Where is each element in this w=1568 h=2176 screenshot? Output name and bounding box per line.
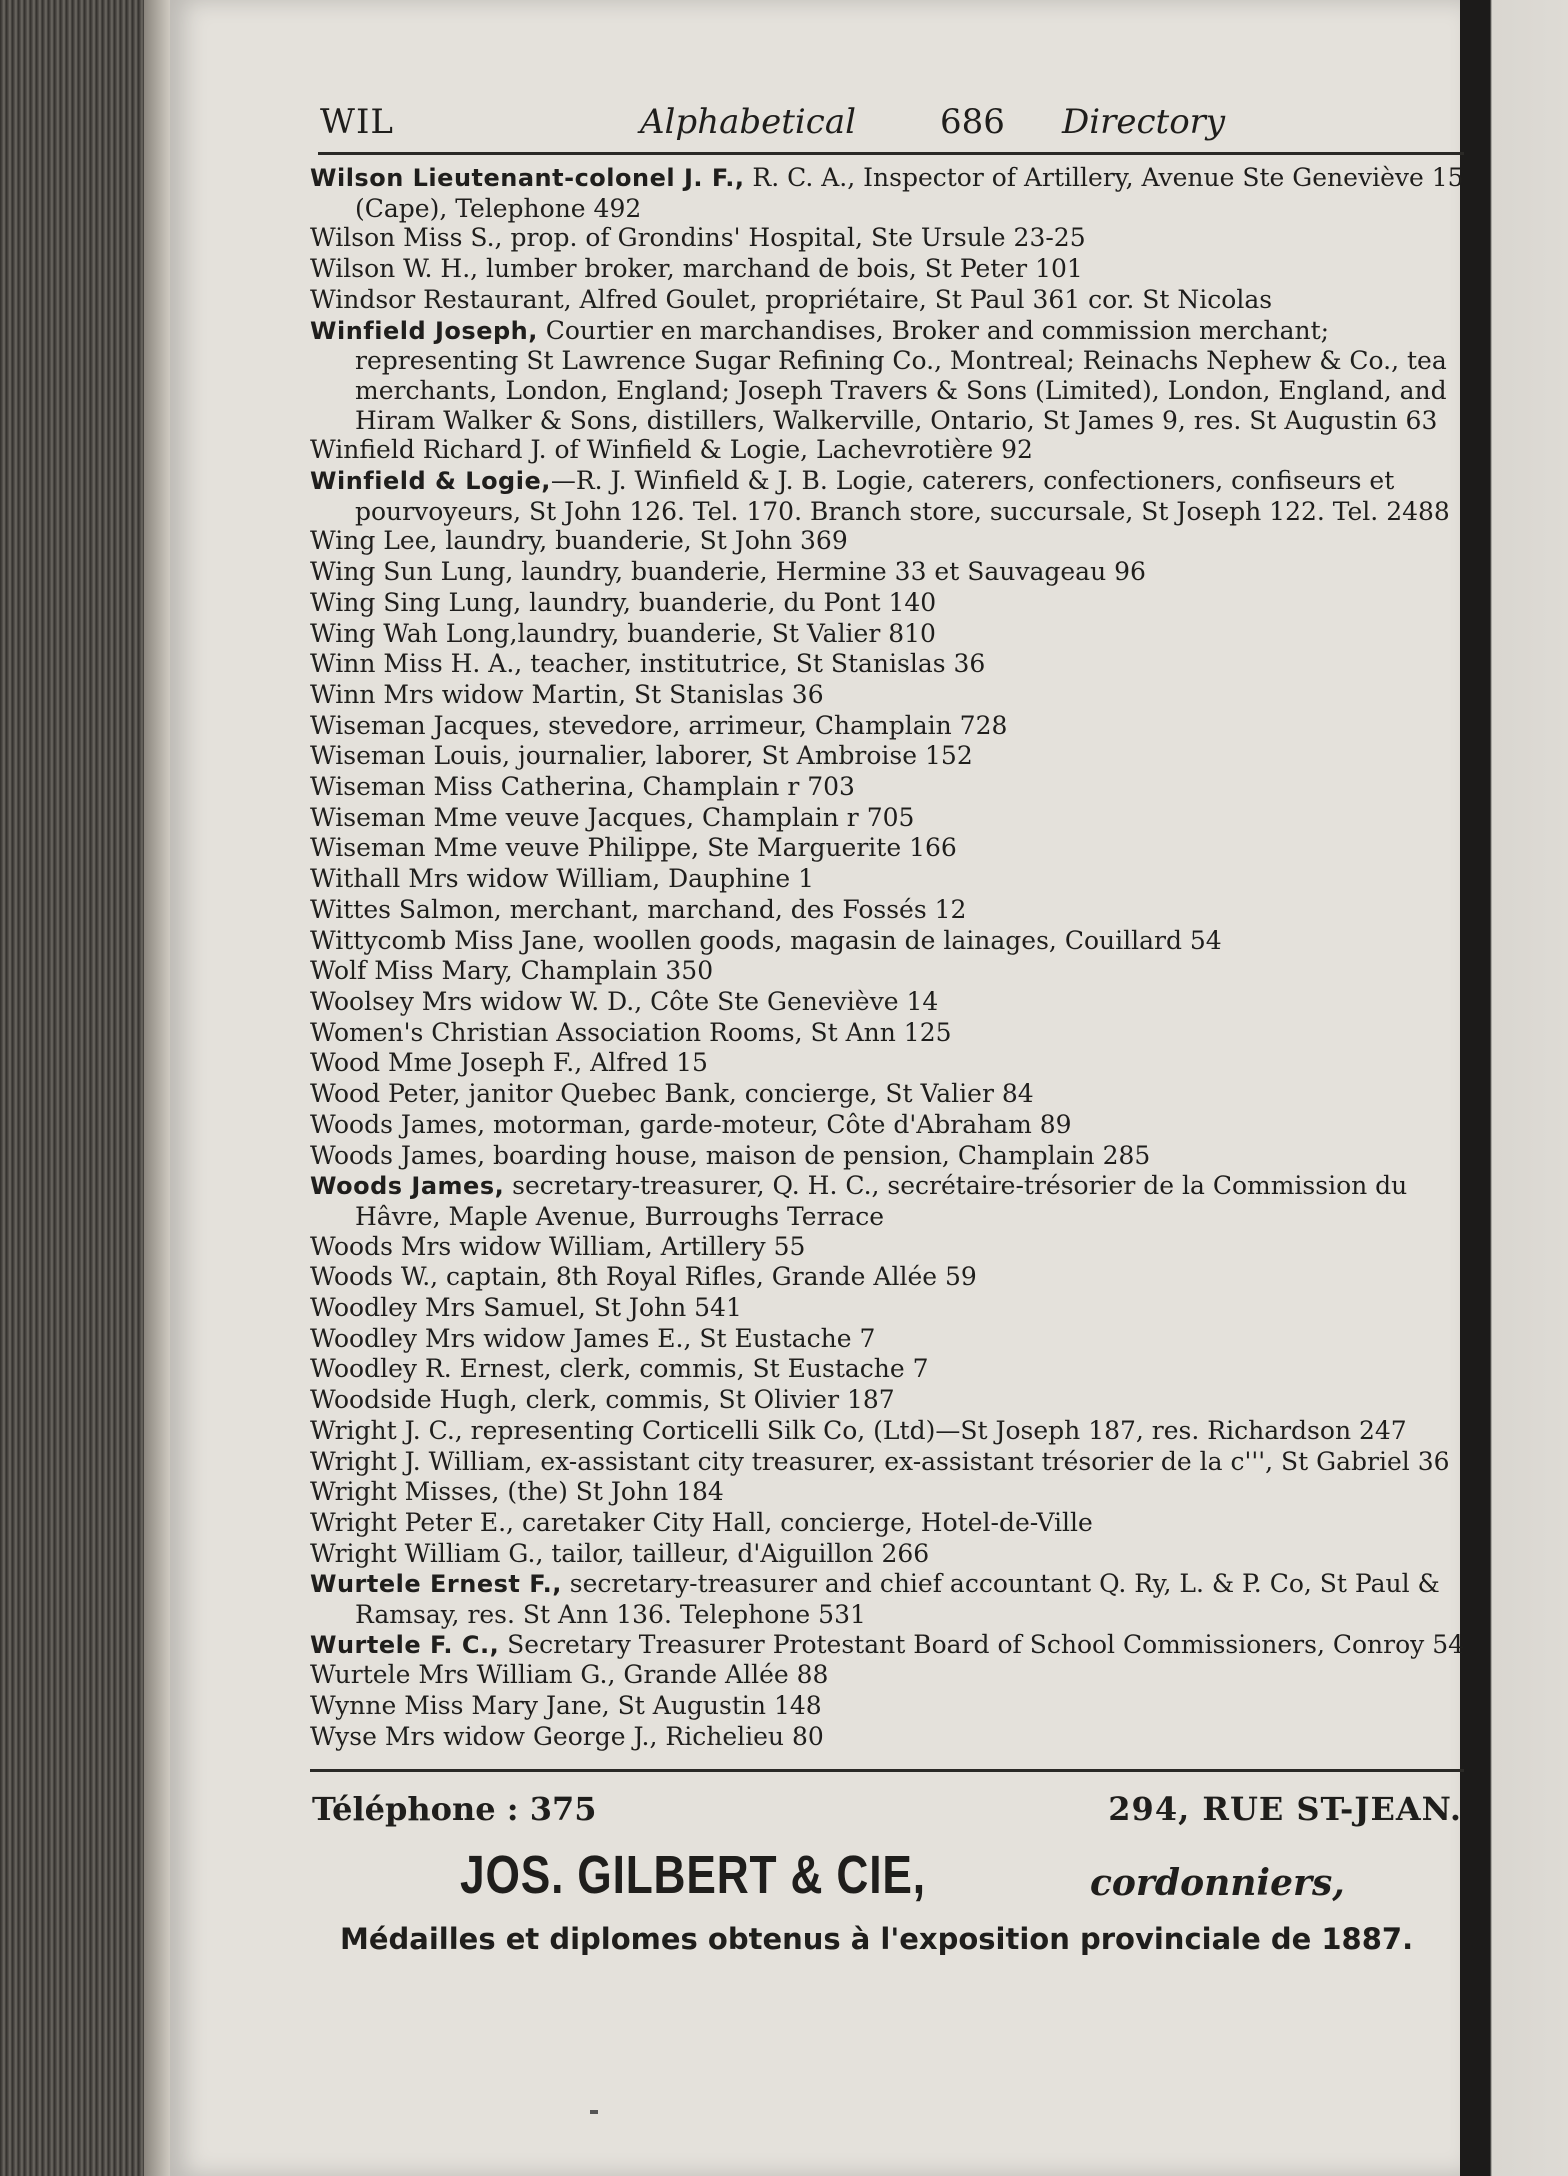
entry-text: Woods W., captain, 8th Royal Rifles, Grande Allée 59	[310, 1262, 977, 1292]
directory-entry	[310, 1569, 1482, 1629]
ad-address: 294, RUE ST-JEAN.	[1108, 1789, 1462, 1828]
header-title-left: Alphabetical	[640, 102, 856, 142]
directory-entry	[310, 163, 1482, 223]
entry-text: Wing Lee, laundry, buanderie, St John 369	[310, 526, 848, 556]
entry-text: Wing Sun Lung, laundry, buanderie, Hermine 33 et Sauvageau 96	[310, 557, 1146, 587]
directory-entry	[310, 1630, 1482, 1661]
directory-entry	[310, 526, 1482, 557]
entry-text: Wiseman Miss Catherina, Champlain r 703	[310, 772, 855, 802]
directory-entry	[310, 1691, 1482, 1722]
entry-text: Wiseman Mme veuve Jacques, Champlain r 705	[310, 802, 915, 832]
entry-text: secretary-treasurer and chief accountant Q. Ry, L. & P. Co, St Paul & Ramsay, res. St Ann 136. Telephone 531	[355, 1569, 1440, 1630]
entry-text: Wiseman Jacques, stevedore, arrimeur, Champlain 728	[310, 710, 1008, 740]
directory-entry	[310, 1018, 1482, 1049]
directory-entry	[310, 588, 1482, 619]
directory-entry	[310, 1447, 1482, 1478]
ad-medals-line: Médailles et diplomes obtenus à l'exposition provinciale de 1887.	[340, 1921, 1414, 1956]
directory-entry	[310, 254, 1482, 285]
directory-entry	[310, 1262, 1482, 1293]
entry-text: Courtier en marchandises, Broker and commission merchant; representing St Lawrence Sugar Refining Co., Montreal; Reinachs Nephew & Co., tea merchants, London, England; Joseph Travers & Sons (Limited), London, England, and Hiram Walker & Sons, distillers, Walkerville, Ontario, St James 9, res. St Augustin 63	[355, 315, 1447, 435]
entry-text: Wurtele Mrs William G., Grande Allée 88	[310, 1660, 829, 1690]
entry-bold-name: Wurtele F. C.,	[310, 1630, 500, 1659]
directory-entry	[310, 1539, 1482, 1570]
entry-bold-name: Woods James,	[310, 1172, 505, 1201]
directory-entry	[310, 1722, 1482, 1753]
ad-telephone: Téléphone : 375	[312, 1789, 597, 1828]
directory-entry	[310, 987, 1482, 1018]
entry-text: Withall Mrs widow William, Dauphine 1	[310, 864, 815, 894]
entry-text: Secretary Treasurer Protestant Board of School Commissioners, Conroy 54	[499, 1629, 1465, 1659]
header-title-right: Directory	[1062, 102, 1226, 142]
directory-entry	[310, 1232, 1482, 1263]
directory-entry	[310, 1354, 1482, 1385]
directory-entry	[310, 680, 1482, 711]
directory-entry	[310, 1293, 1482, 1324]
entry-text: Windsor Restaurant, Alfred Goulet, propriétaire, St Paul 361 cor. St Nicolas	[310, 284, 1273, 314]
directory-entry	[310, 803, 1482, 834]
entry-text: Wilson W. H., lumber broker, marchand de bois, St Peter 101	[310, 254, 1083, 284]
directory-entry	[310, 711, 1482, 742]
entry-text: Woodley R. Ernest, clerk, commis, St Eustache 7	[310, 1354, 929, 1384]
header-rule	[318, 152, 1464, 155]
entry-text: Wilson Miss S., prop. of Grondins' Hospital, Ste Ursule 23-25	[310, 223, 1086, 253]
entry-text: Winn Miss H. A., teacher, institutrice, St Stanislas 36	[310, 649, 986, 679]
entry-text: Wyse Mrs widow George J., Richelieu 80	[310, 1721, 824, 1751]
entry-text: Women's Christian Association Rooms, St Ann 125	[310, 1017, 952, 1047]
directory-entry	[310, 864, 1482, 895]
directory-entry	[310, 1048, 1482, 1079]
directory-entry	[310, 926, 1482, 957]
ink-mark	[590, 2110, 598, 2114]
ad-trade: cordonniers,	[1090, 1861, 1345, 1904]
page-number: 686	[940, 102, 1005, 142]
entry-bold-name: Winfield & Logie,	[310, 467, 551, 496]
directory-entry	[310, 1477, 1482, 1508]
ad-firm-line	[460, 1844, 1345, 1906]
directory-entry	[310, 619, 1482, 650]
directory-entry	[310, 649, 1482, 680]
entry-text: Woodside Hugh, clerk, commis, St Olivier 187	[310, 1385, 895, 1415]
directory-entry	[310, 285, 1482, 316]
advertisement	[310, 1772, 1482, 2012]
directory-entry	[310, 316, 1482, 436]
entry-text: Wood Peter, janitor Quebec Bank, concierge, St Valier 84	[310, 1079, 1034, 1109]
directory-entries	[310, 163, 1482, 1753]
ad-firm-name: JOS. GILBERT & CIE,	[460, 1844, 926, 1905]
entry-bold-name: Winfield Joseph,	[310, 316, 538, 345]
directory-entry	[310, 223, 1482, 254]
directory-entry	[310, 557, 1482, 588]
directory-entry	[310, 1385, 1482, 1416]
entry-text: Woods James, boarding house, maison de pension, Champlain 285	[310, 1140, 1151, 1170]
directory-entry	[310, 956, 1482, 987]
directory-entry	[310, 435, 1482, 466]
directory-entry	[310, 741, 1482, 772]
entry-text: Wing Sing Lung, laundry, buanderie, du Pont 140	[310, 587, 937, 617]
entry-text: Wolf Miss Mary, Champlain 350	[310, 956, 714, 986]
directory-entry	[310, 1079, 1482, 1110]
entry-text: Woods Mrs widow William, Artillery 55	[310, 1231, 806, 1261]
entry-text: Woodley Mrs Samuel, St John 541	[310, 1293, 742, 1323]
directory-entry	[310, 772, 1482, 803]
entry-text: Wittycomb Miss Jane, woollen goods, magasin de lainages, Couillard 54	[310, 925, 1222, 955]
running-header	[310, 92, 1482, 152]
entry-text: —R. J. Winfield & J. B. Logie, caterers, confectioners, confiseurs et pourvoyeurs, St John 126. Tel. 170. Branch store, succursale, St Joseph 122. Tel. 2488	[355, 466, 1450, 526]
entry-text: Wittes Salmon, merchant, marchand, des Fossés 12	[310, 894, 967, 924]
entry-text: Woodley Mrs widow James E., St Eustache 7	[310, 1323, 876, 1353]
entry-text: Winfield Richard J. of Winfield & Logie, Lachevrotière 92	[310, 435, 1033, 465]
entry-bold-name: Wilson Lieutenant-colonel J. F.,	[310, 164, 745, 192]
page-content	[310, 92, 1482, 2012]
directory-entry	[310, 1508, 1482, 1539]
entry-text: Wright Peter E., caretaker City Hall, concierge, Hotel-de-Ville	[310, 1507, 1093, 1537]
entry-text: Wiseman Mme veuve Philippe, Ste Marguerite 166	[310, 833, 957, 863]
directory-entry	[310, 1416, 1482, 1447]
entry-text: Wynne Miss Mary Jane, St Augustin 148	[310, 1691, 822, 1721]
directory-entry	[310, 466, 1482, 526]
entry-text: Wright Misses, (the) St John 184	[310, 1477, 724, 1507]
entry-text: R. C. A., Inspector of Artillery, Avenue Ste Geneviève 15 (Cape), Telephone 492	[355, 163, 1464, 223]
directory-entry	[310, 1171, 1482, 1231]
entry-text: Wright J. C., representing Corticelli Silk Co, (Ltd)—St Joseph 187, res. Richardson 247	[310, 1415, 1407, 1445]
entry-text: Woolsey Mrs widow W. D., Côte Ste Geneviève 14	[310, 986, 939, 1016]
entry-text: Winn Mrs widow Martin, St Stanislas 36	[310, 679, 824, 709]
entry-bold-name: Wurtele Ernest F.,	[310, 1570, 562, 1599]
entry-text: Wood Mme Joseph F., Alfred 15	[310, 1048, 708, 1078]
directory-entry	[310, 895, 1482, 926]
entry-text: secretary-treasurer, Q. H. C., secrétaire-trésorier de la Commission du Hâvre, Maple Avenue, Burroughs Terrace	[355, 1171, 1408, 1231]
entry-text: Wing Wah Long,laundry, buanderie, St Valier 810	[310, 618, 936, 648]
entry-text: Woods James, motorman, garde-moteur, Côte d'Abraham 89	[310, 1109, 1072, 1139]
entry-text: Wiseman Louis, journalier, laborer, St Ambroise 152	[310, 741, 973, 771]
entry-text: Wright William G., tailor, tailleur, d'Aiguillon 266	[310, 1538, 930, 1568]
entry-text: Wright J. William, ex-assistant city treasurer, ex-assistant trésorier de la c''', St Gabriel 36	[310, 1446, 1450, 1476]
directory-page	[170, 0, 1465, 2176]
book-spine-edge	[0, 0, 170, 2176]
directory-entry	[310, 1324, 1482, 1355]
directory-entry	[310, 1141, 1482, 1172]
directory-entry	[310, 1660, 1482, 1691]
directory-entry	[310, 833, 1482, 864]
header-section-letters: WIL	[320, 102, 394, 142]
directory-entry	[310, 1110, 1482, 1141]
